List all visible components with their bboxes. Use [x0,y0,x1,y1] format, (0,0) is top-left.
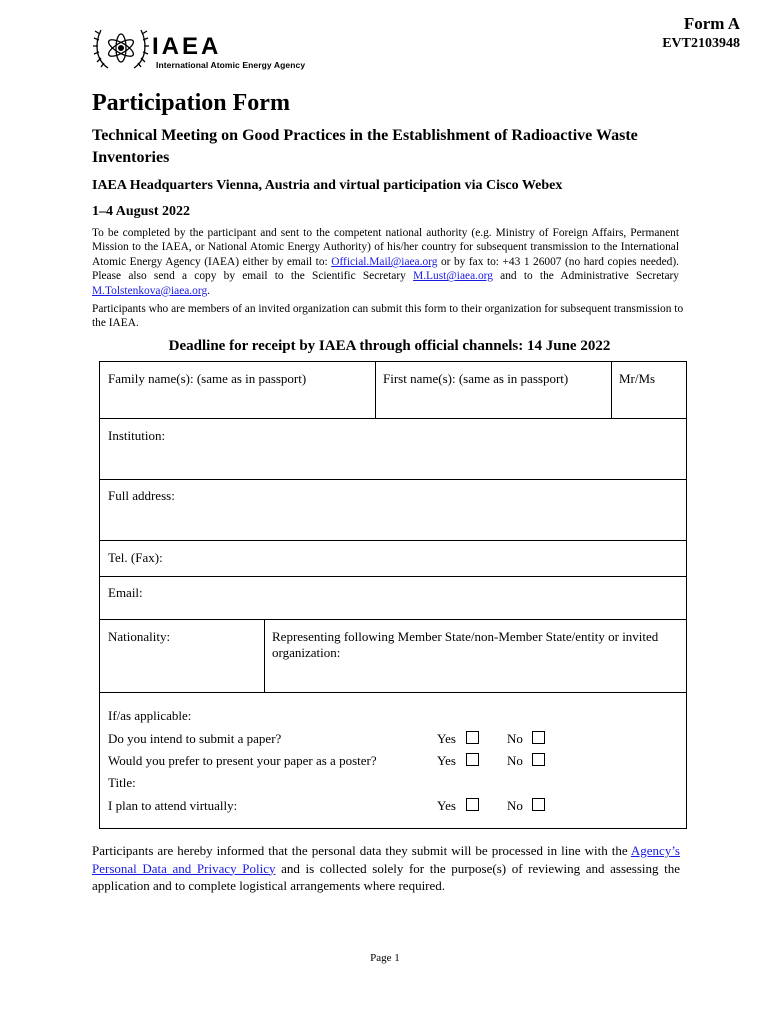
page-title: Participation Form [92,90,290,116]
title-mr-ms-field[interactable]: Mr/Ms [619,371,656,386]
no-label: No [507,731,523,746]
row-divider [100,576,686,577]
form-code: EVT2103948 [662,36,740,51]
submission-instructions [92,226,679,298]
poster-question: Would you prefer to present your paper as a poster? [108,753,377,768]
page-number: Page 1 [370,952,400,964]
meeting-dates: 1–4 August 2022 [92,204,191,219]
deadline-notice: Deadline for receipt by IAEA through official channels: 14 June 2022 [168,338,611,354]
form-identifier [662,14,740,54]
invited-organization-note: Participants who are members of an invited organization can submit this form to their organization for subsequent transmission to the IAEA. [92,303,684,330]
full-address-field[interactable]: Full address: [108,488,175,503]
institution-field[interactable]: Institution: [108,428,166,443]
meeting-title: Technical Meeting on Good Practices in the Establishment of Radioactive Waste Inventories [92,127,638,166]
column-divider [611,362,612,418]
row-divider [100,479,686,480]
official-mail-link[interactable]: Official.Mail@iaea.org [331,255,438,268]
virtual-yes-checkbox[interactable] [466,798,479,811]
submit-paper-no-checkbox[interactable] [532,731,545,744]
privacy-notice [92,842,680,895]
if-applicable-label: If/as applicable: [108,708,192,723]
no-label: No [507,753,523,768]
row-divider [100,418,686,419]
iaea-emblem-icon [92,22,150,72]
privacy-text: Participants are hereby informed that the personal data they submit will be processed in line with the [92,843,631,858]
representing-field[interactable]: Representing following Member State/non-Member State/entity or invited organization: [272,629,659,660]
instructions-text: To be completed by the participant and sent to the competent national authority (e.g. Ministry of Foreign Affairs, Permanent Mission to the IAEA, or National Atomic Energy Authority) of his/her country for subsequent transmission to the International Atomic Energy Agency (IAEA) either by email to: [92,227,679,268]
instructions-text: and to the Administrative Secretary [492,270,679,283]
yes-label: Yes [437,731,456,746]
row-divider [100,619,686,620]
administrative-secretary-link[interactable]: M.Tolstenkova@iaea.org [92,284,208,297]
virtual-no-checkbox[interactable] [532,798,545,811]
column-divider [264,619,265,692]
poster-yes-checkbox[interactable] [466,753,479,766]
form-label: Form A [683,14,740,33]
family-name-field[interactable]: Family name(s): (same as in passport) [108,371,307,386]
nationality-field[interactable]: Nationality: [108,629,171,644]
paper-title-field[interactable]: Title: [108,775,136,790]
column-divider [375,362,376,418]
no-label: No [507,798,523,813]
instructions-text: or by fax to: +43 1 26007 (no hard copies needed). Please also send a copy by email to the Scientific Secretary [92,255,679,283]
tel-fax-field[interactable]: Tel. (Fax): [108,550,163,565]
yes-label: Yes [437,798,456,813]
iaea-logo-text: IAEA [152,33,222,60]
attend-virtually-question: I plan to attend virtually: [108,798,238,813]
row-divider [100,692,686,693]
meeting-venue: IAEA Headquarters Vienna, Austria and virtual participation via Cisco Webex [92,178,563,193]
participation-form-table [99,361,687,829]
email-field[interactable]: Email: [108,585,143,600]
yes-label: Yes [437,753,456,768]
first-name-field[interactable]: First name(s): (same as in passport) [383,371,569,386]
submit-paper-question: Do you intend to submit a paper? [108,731,282,746]
poster-no-checkbox[interactable] [532,753,545,766]
instructions-text: . [207,284,210,297]
privacy-text: and is collected solely for the purpose(s) of reviewing and assessing the application and to complete logistical arrangements where required. [92,860,680,893]
iaea-logo-subtitle: International Atomic Energy Agency [156,60,306,70]
submit-paper-yes-checkbox[interactable] [466,731,479,744]
scientific-secretary-link[interactable]: M.Lust@iaea.org [413,270,493,283]
row-divider [100,540,686,541]
privacy-policy-link[interactable]: Agency’s Personal Data and Privacy Policy [92,843,680,876]
